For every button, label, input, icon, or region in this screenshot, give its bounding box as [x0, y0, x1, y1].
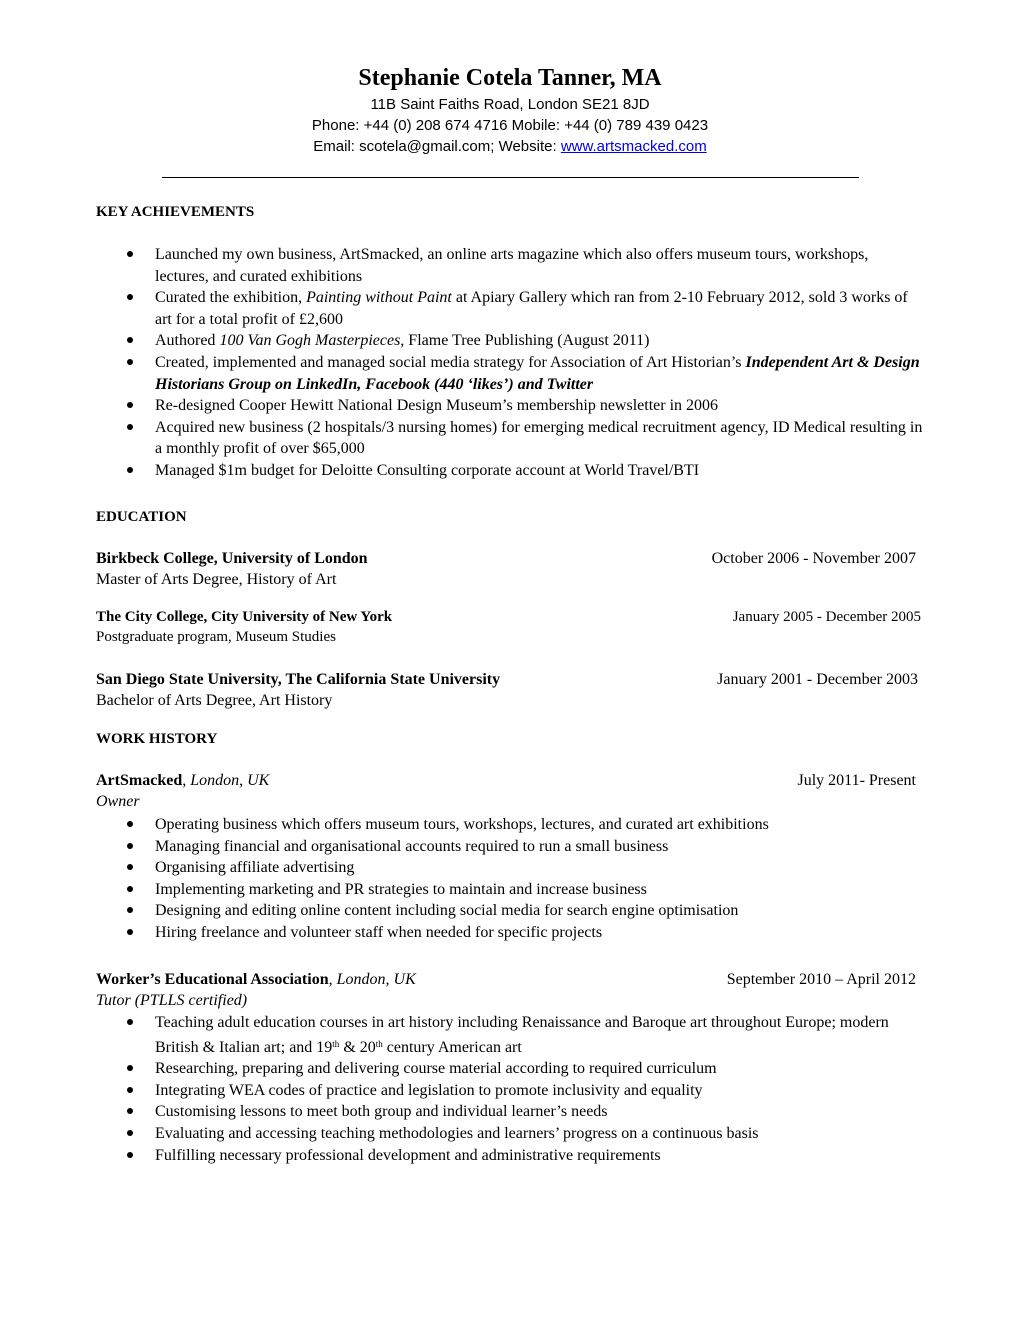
education-dates: January 2001 - December 2003 — [717, 671, 918, 688]
degree: Postgraduate program, Museum Studies — [96, 629, 336, 645]
list-item: Created, implemented and managed social media strategy for Association of Art Historian’s Independent Art & Design Historians Group on LinkedIn, Facebook (440 ‘likes’) and Twitter — [96, 352, 926, 395]
list-item: Managed $1m budget for Deloitte Consulting corporate account at World Travel/BTI — [96, 460, 926, 482]
employer-name: Worker’s Educational Association — [96, 971, 329, 988]
list-item: Integrating WEA codes of practice and legislation to promote inclusivity and equality — [96, 1080, 926, 1102]
list-item: Customising lessons to meet both group and individual learner’s needs — [96, 1101, 926, 1123]
list-item: Fulfilling necessary professional development and administrative requirements — [96, 1145, 926, 1167]
school-name: San Diego State University, The California State University — [96, 671, 501, 688]
list-item: Designing and editing online content including social media for search engine optimisation — [96, 900, 926, 922]
list-item: Acquired new business (2 hospitals/3 nursing homes) for emerging medical recruitment agency, ID Medical resulting in a monthly profit of over $65,000 — [96, 417, 926, 460]
list-item: Hiring freelance and volunteer staff when needed for specific projects — [96, 922, 926, 944]
header-divider — [162, 177, 859, 178]
resume-name: Stephanie Cotela Tanner, MA — [358, 65, 662, 91]
list-item: Curated the exhibition, Painting without Paint at Apiary Gallery which ran from 2-10 February 2012, sold 3 works of art for a total profit of £2,600 — [96, 287, 926, 330]
education-heading: EDUCATION — [96, 509, 187, 525]
education-dates: January 2005 - December 2005 — [732, 609, 921, 625]
degree: Bachelor of Arts Degree, Art History — [96, 692, 333, 709]
phone-line: Phone: +44 (0) 208 674 4716 Mobile: +44 (0) 789 439 0423 — [311, 117, 709, 134]
list-item: Researching, preparing and delivering course material according to required curriculum — [96, 1058, 926, 1080]
list-item: Re-designed Cooper Hewitt National Design Museum’s membership newsletter in 2006 — [96, 395, 926, 417]
education-dates: October 2006 - November 2007 — [711, 550, 916, 567]
job-role: Owner — [96, 793, 140, 810]
address: 11B Saint Faiths Road, London SE21 8JD — [370, 96, 650, 113]
list-item: Managing financial and organisational accounts required to run a small business — [96, 836, 926, 858]
list-item: Teaching adult education courses in art history including Renaissance and Baroque art throughout Europe; modern British & Italian art; and 19th & 20th century American art — [96, 1012, 926, 1058]
website-link[interactable]: www.artsmacked.com — [560, 138, 707, 155]
school-name: The City College, City University of New York — [96, 609, 393, 625]
job-duties-list — [96, 814, 926, 944]
job-location: , London, UK — [182, 772, 270, 789]
list-item: Implementing marketing and PR strategies to maintain and increase business — [96, 879, 926, 901]
job-employer-line — [96, 770, 269, 791]
list-item: Evaluating and accessing teaching methodologies and learners’ progress on a continuous basis — [96, 1123, 926, 1145]
key-achievements-heading: KEY ACHIEVEMENTS — [96, 204, 255, 220]
key-achievements-list — [96, 244, 926, 482]
job-dates: September 2010 – April 2012 — [726, 971, 916, 988]
email-text: Email: scotela@gmail.com; Website: — [313, 138, 561, 155]
employer-name: ArtSmacked — [96, 772, 183, 789]
list-item: Operating business which offers museum tours, workshops, lectures, and curated art exhibitions — [96, 814, 926, 836]
work-history-heading: WORK HISTORY — [96, 731, 218, 747]
list-item: Launched my own business, ArtSmacked, an online arts magazine which also offers museum tours, workshops, lectures, and curated exhibitions — [96, 244, 926, 287]
job-role: Tutor (PTLLS certified) — [96, 992, 248, 1009]
email-line — [0, 137, 1020, 157]
degree: Master of Arts Degree, History of Art — [96, 571, 337, 588]
job-location: London, UK — [336, 971, 416, 988]
job-dates: July 2011- Present — [797, 772, 916, 789]
list-item: Organising affiliate advertising — [96, 857, 926, 879]
list-item: Authored 100 Van Gogh Masterpieces, Flame Tree Publishing (August 2011) — [96, 330, 926, 352]
school-name: Birkbeck College, University of London — [96, 550, 368, 567]
job-employer-line: Worker’s Educational Association, London, UK — [96, 971, 416, 988]
job-duties-list — [96, 1012, 926, 1166]
